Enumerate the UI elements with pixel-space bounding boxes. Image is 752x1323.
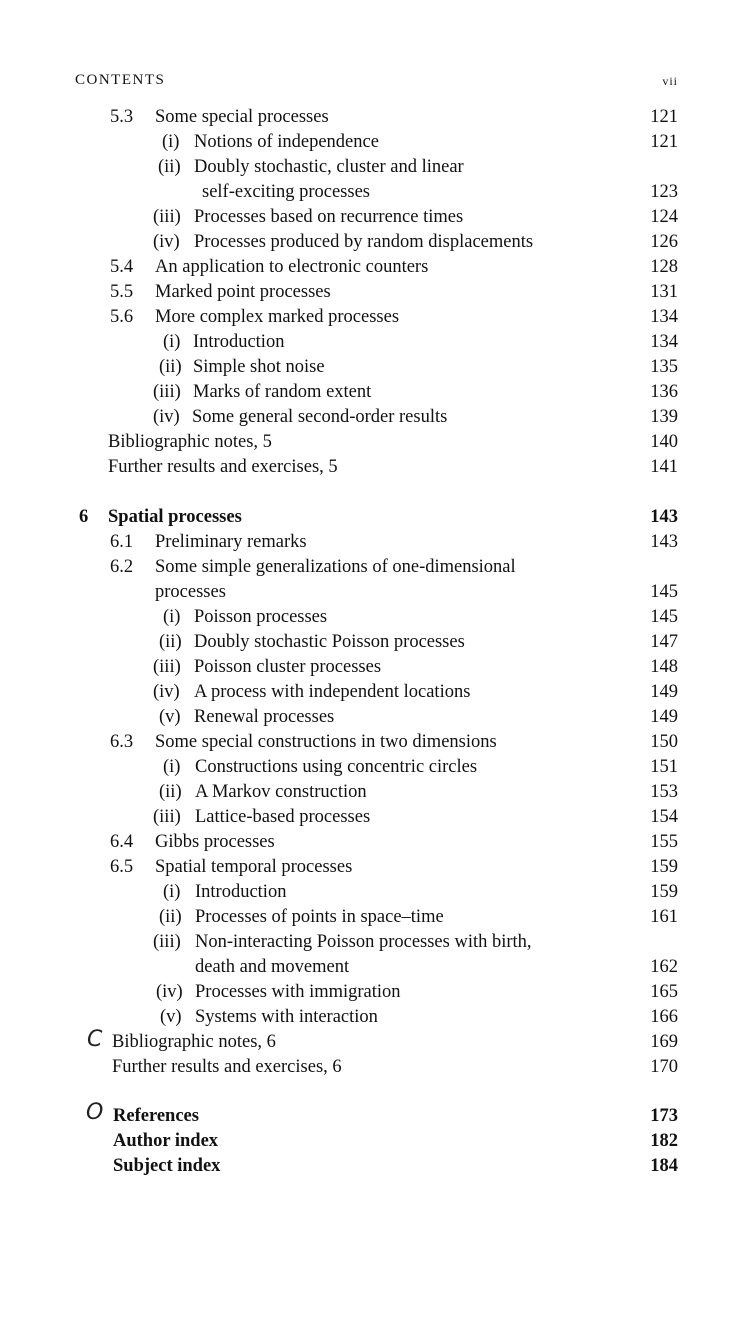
entry-number: 6.4 [110, 832, 134, 852]
entry-title: A Markov construction [195, 782, 367, 802]
entry-title: Processes based on recurrence times [194, 207, 464, 227]
entry-title: Constructions using concentric circles [195, 757, 478, 777]
entry-title: Marks of random extent [193, 382, 372, 402]
page-header [75, 72, 678, 92]
entry-page: 149 [650, 682, 678, 702]
entry-page: 124 [650, 207, 678, 227]
entry-page: 170 [650, 1057, 678, 1077]
entry-title: Processes with immigration [195, 982, 401, 1002]
entry-page: 150 [650, 732, 678, 752]
entry-title: Systems with interaction [195, 1007, 378, 1027]
entry-page: 145 [650, 582, 678, 602]
entry-number: 5.5 [110, 282, 134, 302]
chapter-number: 6 [79, 507, 89, 527]
entry-number: 5.4 [110, 257, 134, 277]
running-title: CONTENTS [75, 72, 166, 88]
entry-page: 161 [650, 907, 678, 927]
entry-title: Processes of points in space–time [195, 907, 444, 927]
entry-number: (iii) [153, 382, 181, 402]
entry-number: (iii) [153, 657, 181, 677]
entry-page: 173 [650, 1106, 678, 1126]
entry-number: (ii) [159, 782, 182, 802]
entry-page: 121 [650, 132, 678, 152]
entry-title: Introduction [195, 882, 287, 902]
entry-page: 121 [650, 107, 678, 127]
entry-number: 6.1 [110, 532, 134, 552]
entry-title: Preliminary remarks [155, 532, 307, 552]
entry-page: 149 [650, 707, 678, 727]
entry-title: Doubly stochastic, cluster and linear [194, 157, 464, 177]
entry-title: Further results and exercises, 5 [108, 457, 338, 477]
entry-number: 6.5 [110, 857, 134, 877]
entry-number: (ii) [159, 357, 182, 377]
entry-number: (i) [163, 607, 181, 627]
entry-title: Renewal processes [194, 707, 335, 727]
entry-number: (v) [159, 707, 181, 727]
entry-number: (i) [163, 332, 181, 352]
entry-number: (iii) [153, 807, 181, 827]
entry-number: (iii) [153, 932, 181, 952]
entry-title: death and movement [195, 957, 350, 977]
page-folio: vii [662, 74, 678, 88]
entry-page: 143 [650, 532, 678, 552]
entry-page: 159 [650, 882, 678, 902]
entry-title: self-exciting processes [202, 182, 370, 202]
entry-page: 140 [650, 432, 678, 452]
entry-title: Notions of independence [194, 132, 379, 152]
entry-page: 145 [650, 607, 678, 627]
entry-title: Marked point processes [155, 282, 331, 302]
entry-number: (i) [163, 757, 181, 777]
entry-title: Doubly stochastic Poisson processes [194, 632, 465, 652]
entry-number: (ii) [159, 632, 182, 652]
entry-page: 155 [650, 832, 678, 852]
entry-number: (iv) [153, 682, 180, 702]
entry-title: Lattice-based processes [195, 807, 371, 827]
entry-number: 5.6 [110, 307, 134, 327]
entry-title: Spatial temporal processes [155, 857, 353, 877]
entry-title: Some simple generalizations of one-dimensional [155, 557, 516, 577]
entry-title: Bibliographic notes, 5 [108, 432, 272, 452]
entry-title: Introduction [193, 332, 285, 352]
entry-page: 134 [650, 332, 678, 352]
entry-page: 151 [650, 757, 678, 777]
entry-title: Some general second-order results [192, 407, 448, 427]
entry-number: 6.3 [110, 732, 134, 752]
entry-page: 147 [650, 632, 678, 652]
entry-number: (v) [160, 1007, 182, 1027]
entry-page: 154 [650, 807, 678, 827]
entry-title: Processes produced by random displacements [194, 232, 534, 252]
entry-title: Further results and exercises, 6 [112, 1057, 342, 1077]
entry-title: Poisson cluster processes [194, 657, 382, 677]
entry-page: 139 [650, 407, 678, 427]
entry-number: (iv) [156, 982, 183, 1002]
entry-page: 128 [650, 257, 678, 277]
entry-page: 136 [650, 382, 678, 402]
entry-number: (iv) [153, 407, 180, 427]
entry-page: 143 [650, 507, 678, 527]
entry-page: 169 [650, 1032, 678, 1052]
entry-number: (iii) [153, 207, 181, 227]
entry-title: References [113, 1106, 199, 1126]
entry-title: Some special constructions in two dimensions [155, 732, 497, 752]
entry-page: 162 [650, 957, 678, 977]
entry-title: Subject index [113, 1156, 221, 1176]
entry-title: An application to electronic counters [155, 257, 429, 277]
entry-page: 123 [650, 182, 678, 202]
entry-number: (ii) [159, 907, 182, 927]
chapter-title: Spatial processes [108, 507, 242, 527]
entry-title: Bibliographic notes, 6 [112, 1032, 276, 1052]
entry-title: Author index [113, 1131, 219, 1151]
entry-title: Non-interacting Poisson processes with birth, [195, 932, 532, 952]
entry-title: Poisson processes [194, 607, 328, 627]
entry-page: 182 [650, 1131, 678, 1151]
entry-title: Gibbs processes [155, 832, 275, 852]
entry-number: 6.2 [110, 557, 134, 577]
entry-title: Simple shot noise [193, 357, 325, 377]
entry-page: 135 [650, 357, 678, 377]
entry-title: processes [155, 582, 226, 602]
entry-page: 184 [650, 1156, 678, 1176]
entry-number: (ii) [158, 157, 181, 177]
entry-number: (i) [163, 882, 181, 902]
entry-number: (i) [162, 132, 180, 152]
entry-page: 166 [650, 1007, 678, 1027]
entry-page: 131 [650, 282, 678, 302]
entry-page: 165 [650, 982, 678, 1002]
entry-title: Some special processes [155, 107, 329, 127]
handwritten-mark: O [86, 1100, 104, 1125]
entry-page: 134 [650, 307, 678, 327]
entry-number: 5.3 [110, 107, 134, 127]
entry-title: More complex marked processes [155, 307, 400, 327]
entry-page: 148 [650, 657, 678, 677]
handwritten-mark: C [87, 1027, 103, 1052]
entry-page: 153 [650, 782, 678, 802]
entry-title: A process with independent locations [194, 682, 471, 702]
entry-page: 141 [650, 457, 678, 477]
entry-page: 126 [650, 232, 678, 252]
entry-page: 159 [650, 857, 678, 877]
entry-number: (iv) [153, 232, 180, 252]
